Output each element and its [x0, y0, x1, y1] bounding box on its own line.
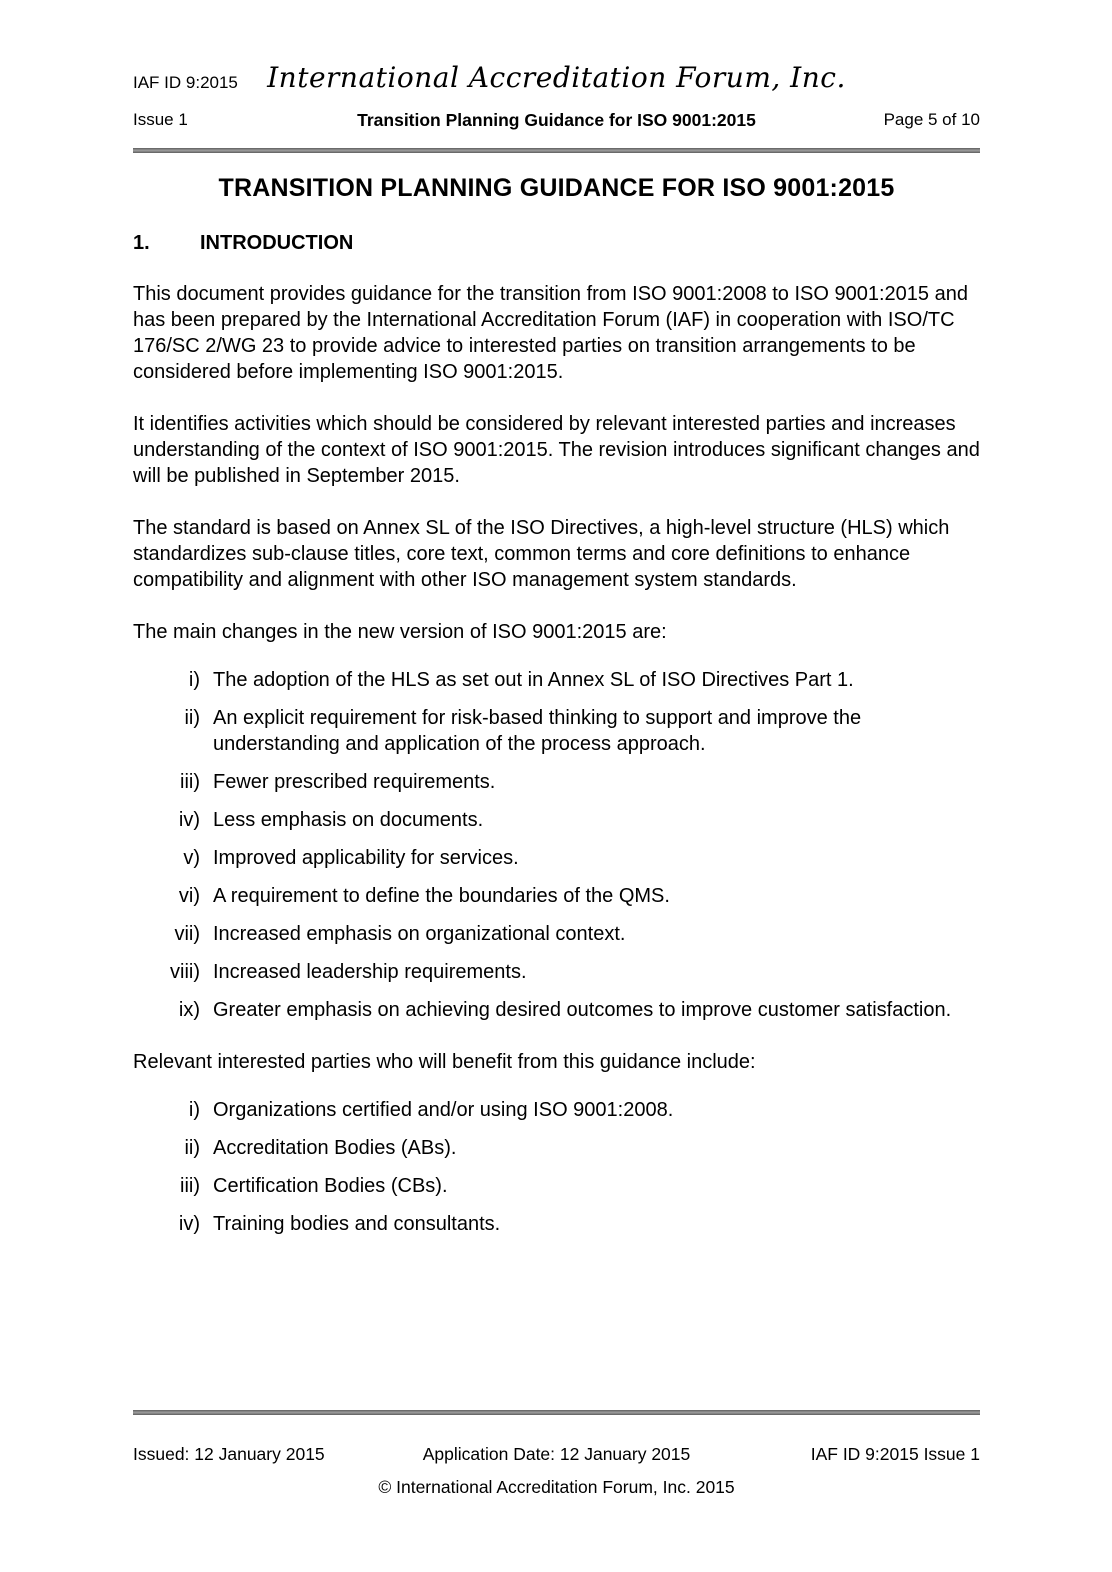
section-title: INTRODUCTION	[200, 232, 354, 254]
list-item-number: iii)	[180, 771, 200, 793]
list-item-number: vi)	[178, 885, 200, 907]
paragraph-2: It identifies activities which should be considered by relevant interested parties and increases understanding of the context of ISO 9001:2015. The revision introduces significant changes and will be published in September 2015.	[133, 413, 980, 487]
list-item	[133, 807, 980, 833]
section-heading	[133, 232, 980, 255]
list-item	[133, 883, 980, 909]
list-item	[133, 769, 980, 795]
paragraph-4: The main changes in the new version of ISO 9001:2015 are:	[133, 621, 667, 643]
list-item	[133, 1173, 980, 1199]
issued-date: Issued: 12 January 2015	[133, 1444, 325, 1464]
list-item	[133, 845, 980, 871]
list-item-text: Certification Bodies (CBs).	[213, 1175, 448, 1197]
document-title: TRANSITION PLANNING GUIDANCE FOR ISO 9001:2015	[218, 174, 895, 202]
list-item-number: viii)	[170, 961, 200, 983]
list-item	[133, 921, 980, 947]
header-row-1	[133, 62, 980, 94]
header-doc-title: Transition Planning Guidance for ISO 9001:2015	[357, 110, 756, 130]
list-item-text: A requirement to define the boundaries of the QMS.	[213, 885, 670, 907]
list-item-text: The adoption of the HLS as set out in Annex SL of ISO Directives Part 1.	[213, 669, 854, 691]
list-item-text: Greater emphasis on achieving desired outcomes to improve customer satisfaction.	[213, 999, 952, 1021]
list-item-number: ii)	[184, 707, 200, 729]
list-item	[133, 1135, 980, 1161]
list-item-number: ix)	[178, 999, 200, 1021]
list-item	[133, 997, 980, 1023]
section-number: 1.	[133, 232, 150, 254]
parties-list	[133, 1097, 980, 1237]
list-item-text: Increased leadership requirements.	[213, 961, 527, 983]
list-item-number: i)	[188, 669, 200, 691]
list-item-text: Accreditation Bodies (ABs).	[213, 1137, 457, 1159]
footer-doc-ref: IAF ID 9:2015 Issue 1	[810, 1444, 980, 1464]
page-footer	[133, 1410, 980, 1498]
list-item-text: Organizations certified and/or using ISO 9001:2008.	[213, 1099, 674, 1121]
paragraph-1: This document provides guidance for the transition from ISO 9001:2008 to ISO 9001:2015 and has been prepared by the International Accreditation Forum (IAF) in cooperation with ISO/TC 176/SC 2/WG 23 to provide advice to interested parties on transition arrangements to be considered before implementing ISO 9001:2015.	[133, 283, 968, 383]
list-item-text: Fewer prescribed requirements.	[213, 771, 496, 793]
list-item	[133, 1211, 980, 1237]
list-item-number: iv)	[178, 809, 200, 831]
list-item	[133, 667, 980, 693]
list-item-text: Training bodies and consultants.	[213, 1213, 501, 1235]
footer-divider	[133, 1410, 980, 1415]
list-item-text: Less emphasis on documents.	[213, 809, 484, 831]
list-item-text: Improved applicability for services.	[213, 847, 519, 869]
list-item-number: i)	[188, 1099, 200, 1121]
list-item-text: An explicit requirement for risk-based thinking to support and improve the understanding and application of the process approach.	[213, 707, 862, 755]
header-divider	[133, 148, 980, 153]
parties-intro: Relevant interested parties who will benefit from this guidance include:	[133, 1051, 756, 1073]
list-item-number: vii)	[174, 923, 200, 945]
list-item	[133, 959, 980, 985]
changes-list	[133, 667, 980, 1023]
list-item	[133, 705, 980, 757]
list-item-number: iv)	[178, 1213, 200, 1235]
copyright-notice: © International Accreditation Forum, Inc. 2015	[378, 1477, 735, 1497]
list-item-number: ii)	[184, 1137, 200, 1159]
list-item-text: Increased emphasis on organizational context.	[213, 923, 626, 945]
doc-id: IAF ID 9:2015	[133, 73, 238, 92]
list-item-number: v)	[183, 847, 200, 869]
list-item-number: iii)	[180, 1175, 200, 1197]
paragraph-3: The standard is based on Annex SL of the ISO Directives, a high-level structure (HLS) which standardizes sub-clause titles, core text, common terms and core definitions to enhance compatibility and alignment with other ISO management system standards.	[133, 517, 950, 591]
page-header	[133, 62, 980, 153]
issue-label: Issue 1	[133, 110, 188, 129]
footer-row	[133, 1443, 980, 1465]
header-row-2	[133, 109, 980, 131]
organization-name: International Accreditation Forum, Inc.	[267, 61, 846, 94]
application-date: Application Date: 12 January 2015	[422, 1444, 691, 1464]
page-number: Page 5 of 10	[883, 110, 980, 129]
list-item	[133, 1097, 980, 1123]
